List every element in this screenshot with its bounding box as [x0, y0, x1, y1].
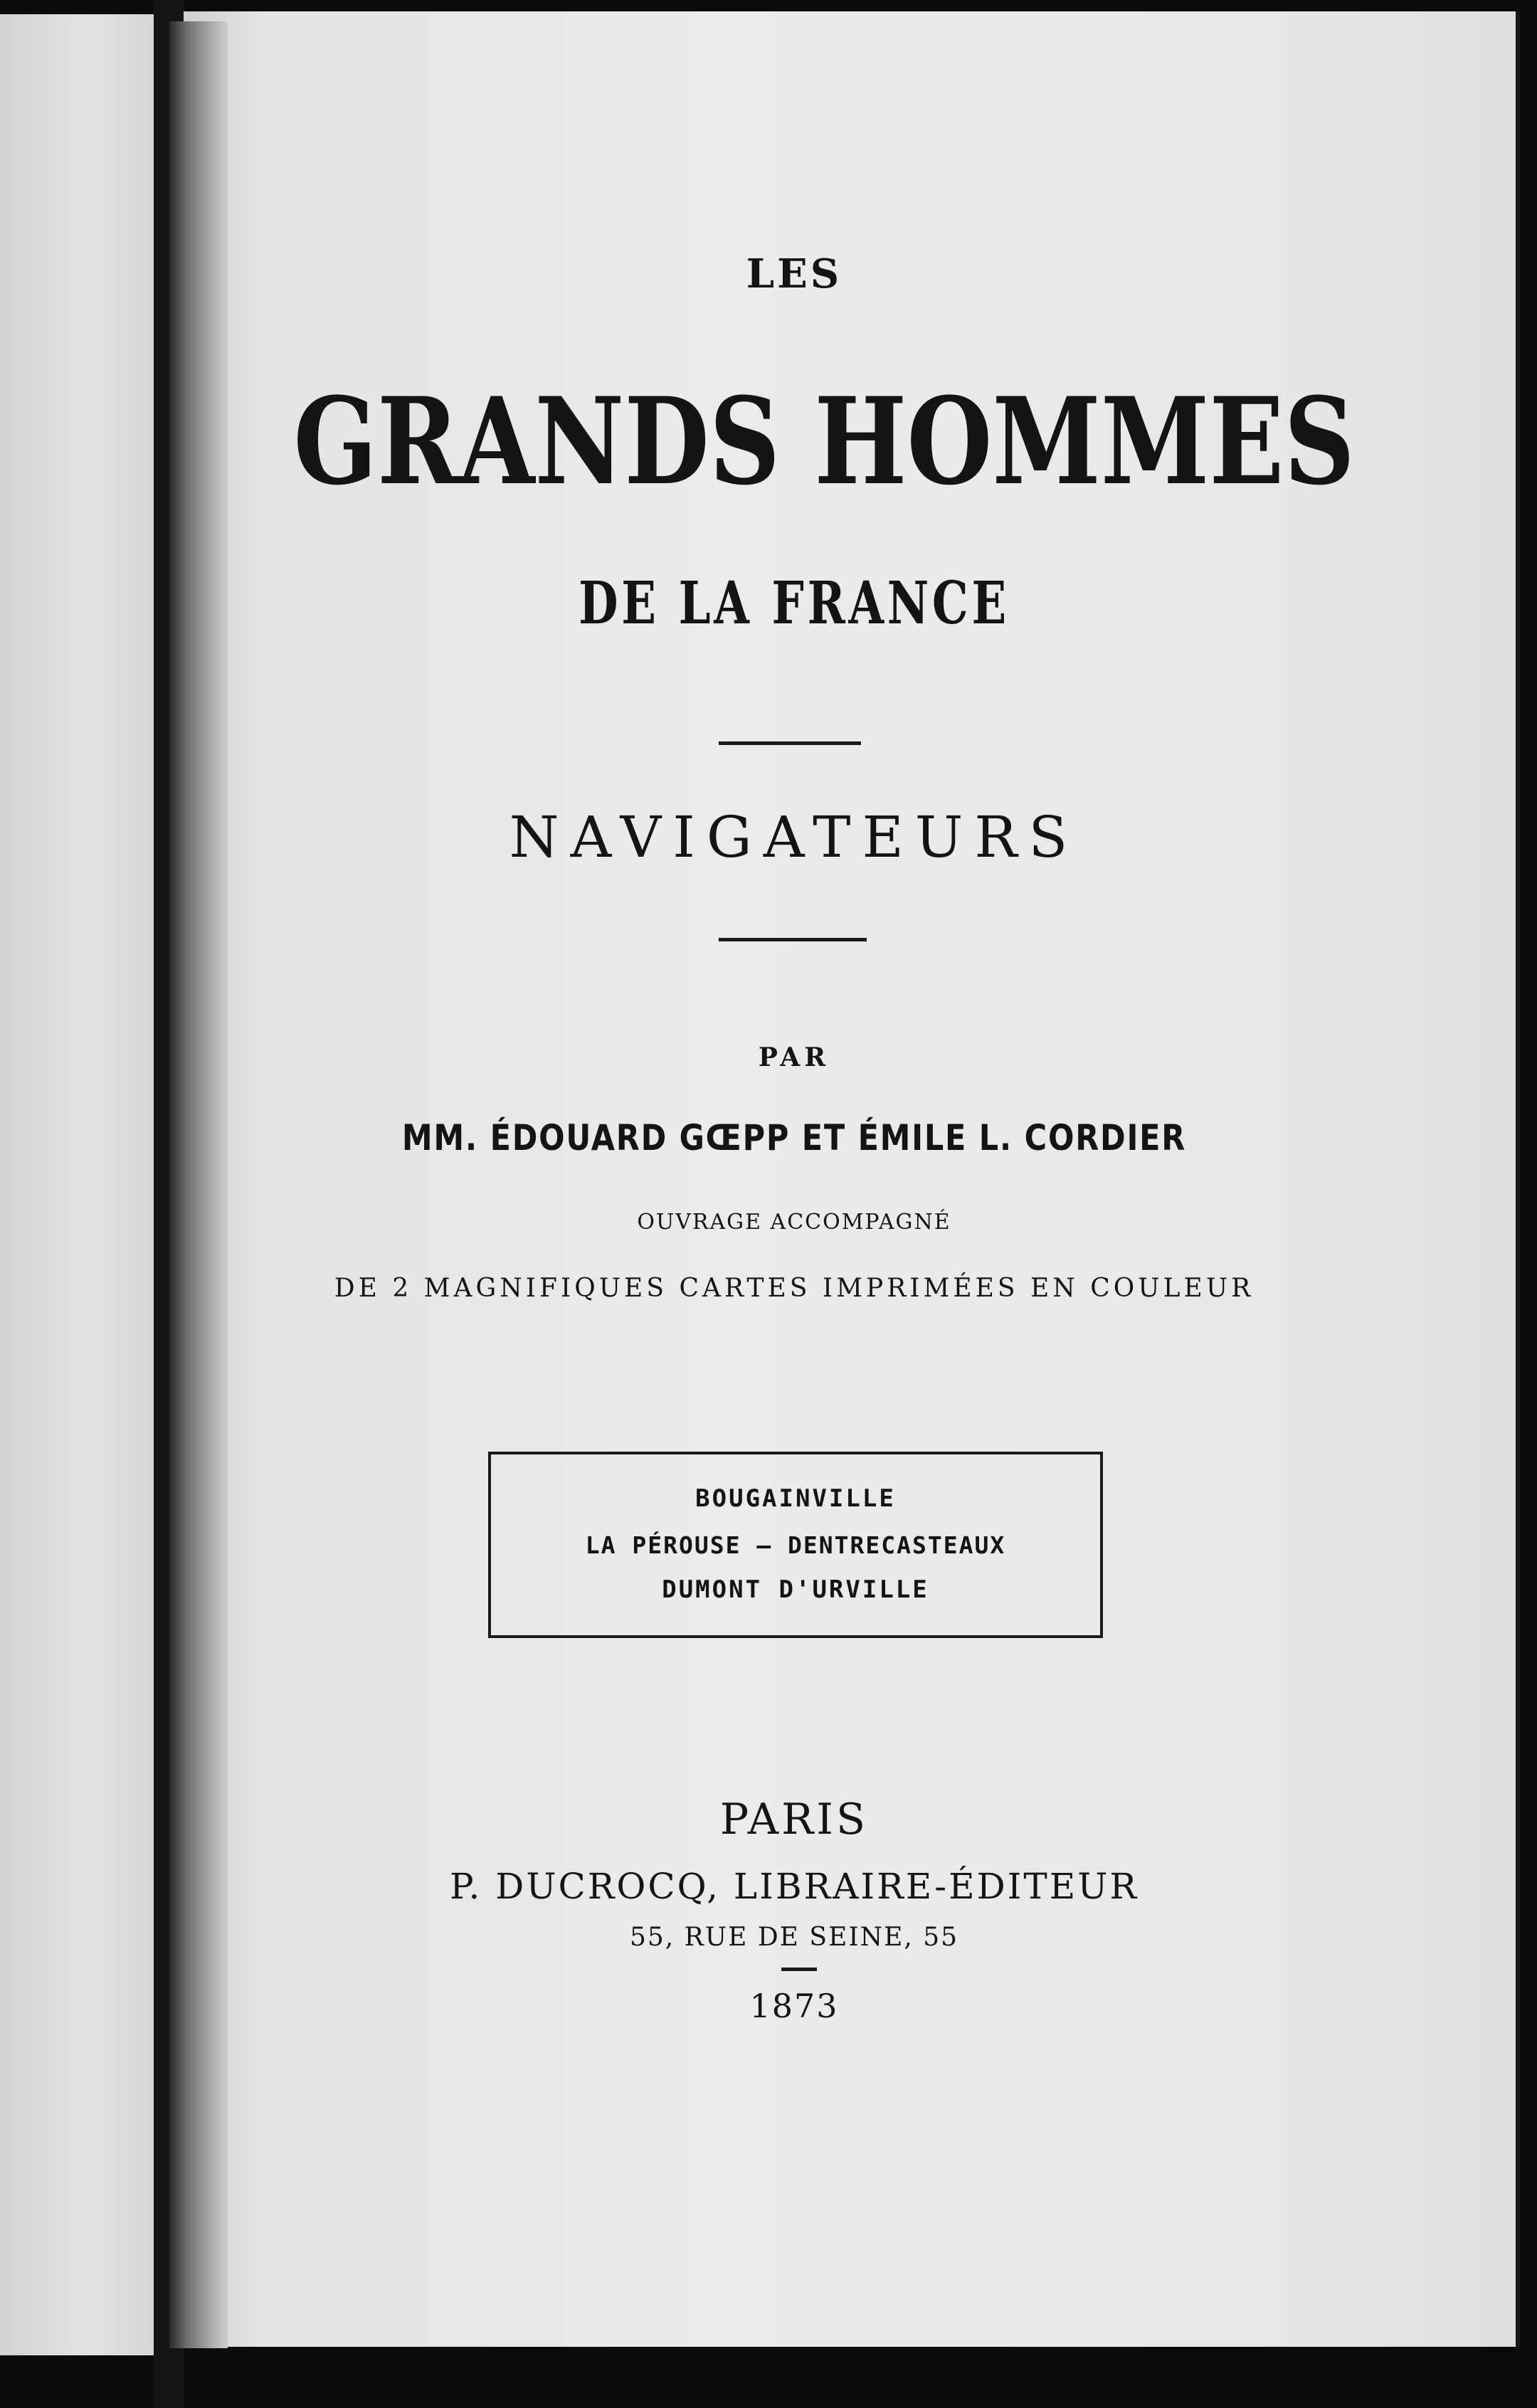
publication-city: PARIS: [719, 1795, 869, 1844]
title-subtitle: DE LA FRANCE: [579, 569, 1010, 638]
authors-line: MM. ÉDOUARD GŒPP ET ÉMILE L. CORDIER: [401, 1117, 1187, 1158]
publication-year: 1873: [749, 1987, 839, 2025]
main-title: GRANDS HOMMES: [293, 371, 1355, 512]
divider-rule-top: [719, 741, 861, 745]
title-page-content: [184, 0, 1405, 2408]
ouvrage-line: OUVRAGE ACCOMPAGNÉ: [637, 1210, 951, 1235]
publisher-name: P. DUCROCQ, LIBRAIRE-ÉDITEUR: [449, 1866, 1139, 1907]
contents-line-3: DUMONT D'URVILLE: [662, 1575, 929, 1604]
by-label: PAR: [758, 1042, 830, 1072]
title-article: LES: [746, 250, 843, 297]
contents-box: [488, 1452, 1103, 1638]
year-divider: [781, 1968, 817, 1971]
contents-line-1: BOUGAINVILLE: [695, 1484, 896, 1513]
publisher-address: 55, RUE DE SEINE, 55: [629, 1923, 959, 1952]
divider-rule-bottom: [719, 938, 867, 941]
facing-page-edge: [0, 14, 154, 2355]
series-title: NAVIGATEURS: [509, 804, 1079, 870]
contents-line-2: LA PÉROUSE — DENTRECASTEAUX: [585, 1531, 1006, 1559]
maps-line: DE 2 MAGNIFIQUES CARTES IMPRIMÉES EN COULEUR: [334, 1274, 1255, 1303]
